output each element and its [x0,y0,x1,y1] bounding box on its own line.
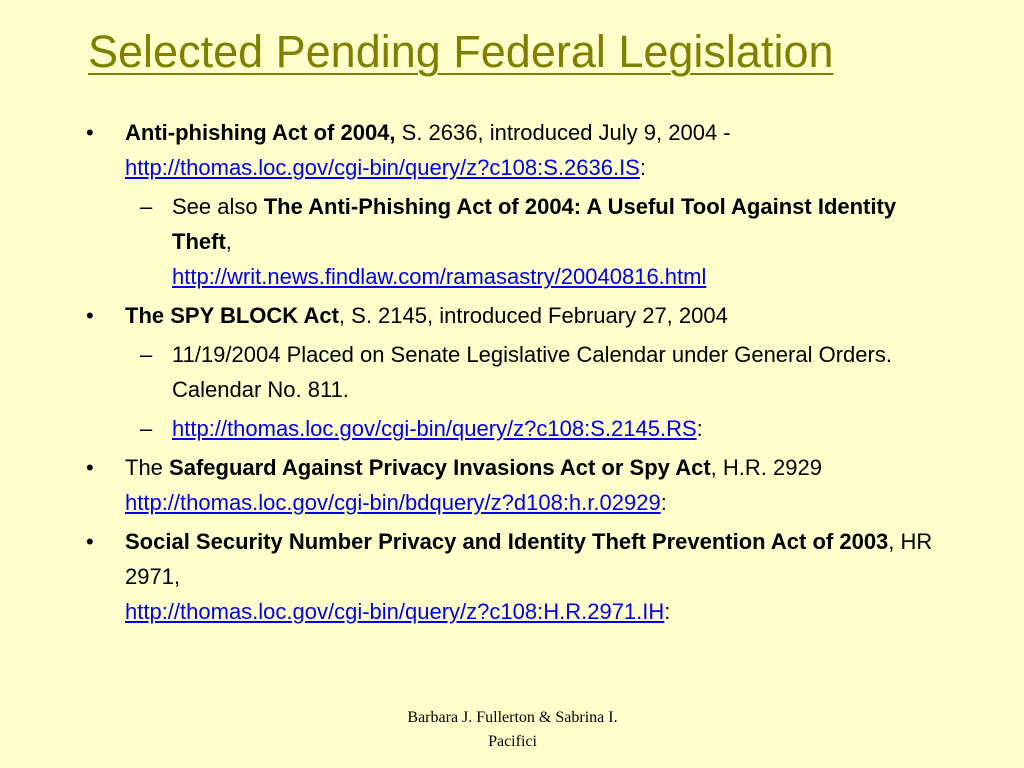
item-title: The SPY BLOCK Act [125,303,339,328]
sub-item-calendar [0,337,1024,407]
list-item-anti-phishing-act [0,115,1024,185]
bullet-icon: • [86,120,94,145]
item-title: Anti-phishing Act of 2004, [125,120,396,145]
link-s2636[interactable]: http://thomas.loc.gov/cgi-bin/query/z?c108:S.2636.IS [125,155,640,180]
dash-icon: – [140,342,153,367]
list-item-spy-block-act [0,298,1024,333]
link-suffix: : [664,599,671,624]
link-suffix: : [696,416,703,441]
link-hr2971[interactable]: http://thomas.loc.gov/cgi-bin/query/z?c108:H.R.2971.IH [125,599,665,624]
sub-item-link [0,411,1024,446]
bullet-icon: • [86,529,94,554]
footer-author-line2: Pacifici [488,733,537,750]
sub-item-comma: , [225,229,232,254]
link-s2145[interactable]: http://thomas.loc.gov/cgi-bin/query/z?c108:S.2145.RS [172,416,697,441]
slide-content [0,115,1024,633]
sub-item-see-also [0,189,1024,294]
dash-icon: – [140,416,153,441]
list-item-spy-act [0,450,1024,520]
link-suffix: : [639,155,646,180]
item-description: , HR 2971, [125,529,933,589]
item-title: Social Security Number Privacy and Identity Theft Prevention Act of 2003 [125,529,889,554]
item-prefix: The [125,455,170,480]
link-suffix: : [660,490,667,515]
bullet-icon: • [86,303,94,328]
link-findlaw[interactable]: http://writ.news.findlaw.com/ramasastry/20040816.html [172,264,707,289]
sub-item-text: 11/19/2004 Placed on Senate Legislative Calendar under General Orders. Calendar No. 811. [172,342,892,402]
list-item-ssn-privacy-act [0,524,1024,629]
item-description: , S. 2145, introduced February 27, 2004 [338,303,728,328]
link-hr2929[interactable]: http://thomas.loc.gov/cgi-bin/bdquery/z?d108:h.r.02929 [125,490,661,515]
sub-item-prefix: See also [172,194,264,219]
dash-icon: – [140,194,153,219]
item-title: Safeguard Against Privacy Invasions Act or Spy Act [169,455,711,480]
slide-footer [360,706,665,754]
slide-title: Selected Pending Federal Legislation [88,26,834,77]
bullet-icon: • [86,455,94,480]
footer-author-line1: Barbara J. Fullerton & Sabrina I. [407,709,618,726]
item-description: S. 2636, introduced July 9, 2004 - [395,120,731,145]
sub-item-title: The Anti-Phishing Act of 2004: A Useful Tool Against Identity Theft [172,194,897,254]
item-description: , H.R. 2929 [710,455,822,480]
